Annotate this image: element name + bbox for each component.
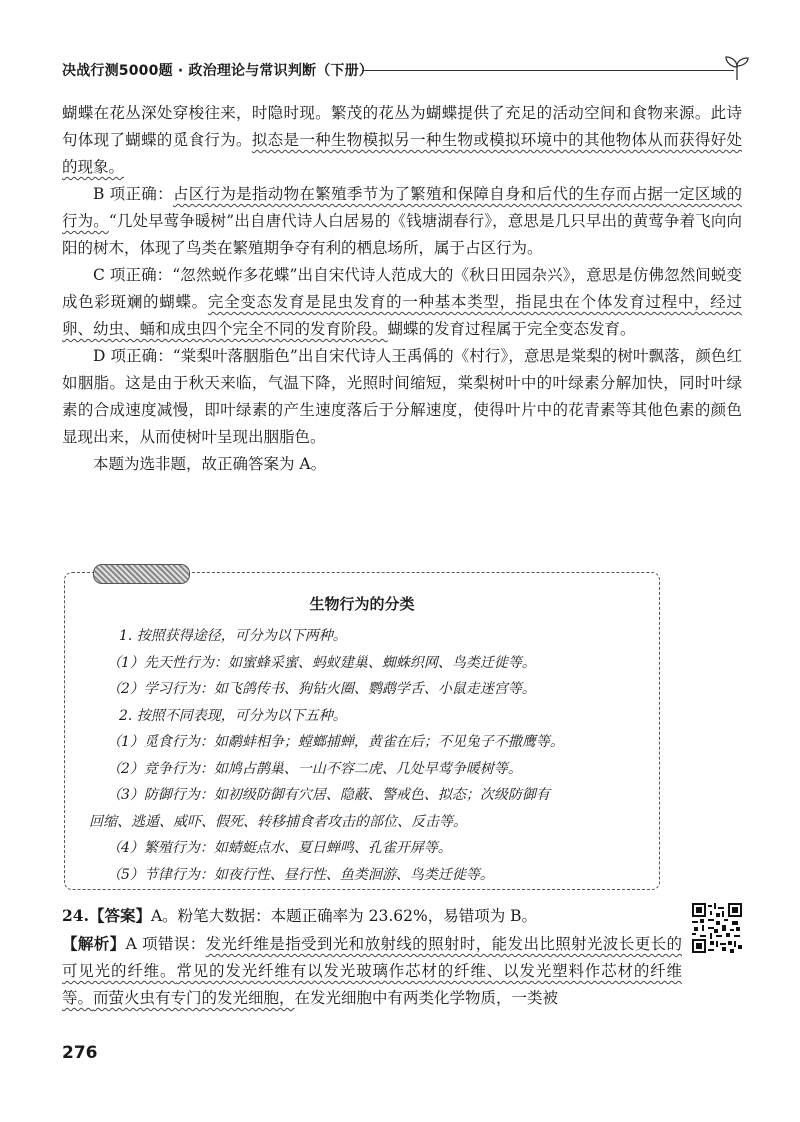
book-title: 决战行测5000题 · 政治理论与常识判断（下册）	[62, 63, 374, 79]
qr-code-icon[interactable]	[692, 903, 742, 953]
analysis-text: 在发光细胞中有两类化学物质，一类被	[294, 989, 559, 1007]
territorial-definition: 占区行为是指动物在繁殖季节为了繁殖和保障自身和后代的生存而占据一定区域的行为。	[62, 185, 742, 230]
running-header	[62, 52, 752, 82]
answer-label: 【答案】	[88, 906, 151, 925]
q24-analysis	[62, 930, 682, 1012]
knowledge-line: （1）先天性行为：如蜜蜂采蜜、蚂蚁建巢、蜘蛛织网、鸟类迁徙等。	[107, 654, 536, 671]
sprout-icon	[722, 52, 752, 82]
paragraph-d: D 项正确：“棠梨叶落胭脂色”出自宋代诗人王禹偁的《村行》，意思是棠梨的树叶飘落，颜色红如胭脂。这是由于秋天来临，气温下降，光照时间缩短，棠梨树叶中的叶绿素分解加快，同时叶绿素的合成速度减慢，即叶绿素的产生速度落后于分解速度，使得叶片中的花青素等其他色素的颜色显现出来，从而使树叶呈现出胭脂色。	[62, 347, 742, 446]
answer-text: A。粉笔大数据：本题正确率为 23.62%，易错项为 B。	[150, 907, 538, 925]
paragraph-c-conclusion: 蝴蝶的发育过程属于完全变态发育。	[387, 320, 636, 338]
knowledge-badge-icon	[93, 564, 190, 584]
knowledge-line: （1）觅食行为：如鹬蚌相争；螳螂捕蝉，黄雀在后；不见兔子不撒鹰等。	[107, 734, 564, 750]
knowledge-box-lines	[89, 623, 649, 888]
q24-answer	[62, 902, 682, 930]
question-number: 24.	[62, 906, 89, 925]
knowledge-box	[64, 572, 660, 890]
knowledge-line: （2）学习行为：如飞鸽传书、狗钻火圈、鹦鹉学舌、小鼠走迷宫等。	[107, 681, 536, 697]
header-rule	[362, 70, 734, 71]
luminous-fiber-definition: 发光纤维是指受到光和放射线的照射时，能发出比照射光波长更长的可见光的纤维。	[62, 935, 682, 980]
knowledge-line: 2. 按照不同表现，可分为以下五种。	[119, 707, 347, 724]
paragraph-a	[62, 100, 742, 181]
knowledge-line: （4）繁殖行为：如蜻蜓点水、夏日蝉鸣、孔雀开屏等。	[107, 840, 452, 856]
knowledge-box-title: 生物行为的分类	[309, 595, 415, 613]
knowledge-line: 回缩、逃遁、威吓、假死、转移捕食者攻击的部位、反击等。	[89, 813, 467, 830]
firefly-cells: 而萤火虫有专门的发光细胞，	[93, 989, 295, 1007]
paragraph-b-text: “几处早莺争暖树”出自唐代诗人白居易的《钱塘湖春行》，意思是几只早出的黄莺争着飞向向阳的树木，体现了鸟类在繁殖期争夺有利的栖息场所，属于占区行为。	[62, 212, 742, 257]
paragraph-c-text: C 项正确：“忽然蜕作多花蝶”出自宋代诗人范成大的《秋日田园杂兴》，意思是仿佛忽然间蜕变成色彩斑斓的蝴蝶。	[62, 266, 742, 311]
knowledge-line: （5）节律行为：如夜行性、昼行性、鱼类洄游、鸟类迁徙等。	[107, 866, 494, 883]
page-number: 276	[62, 1043, 98, 1063]
knowledge-line: 1. 按照获得途径，可分为以下两种。	[119, 628, 347, 644]
option-b-label: B 项正确：	[93, 185, 173, 203]
paragraph-c	[62, 262, 742, 343]
knowledge-line: （2）竞争行为：如鸠占鹊巢、一山不容二虎、几处早莺争暖树等。	[107, 760, 522, 777]
question-24	[62, 902, 682, 1012]
paragraph-b	[62, 181, 742, 262]
paragraph-a-text: 蝴蝶在花丛深处穿梭往来，时隐时现。繁茂的花丛为蝴蝶提供了充足的活动空间和食物来源。此诗句体现了蝴蝶的觅食行为。	[62, 104, 742, 149]
metamorphosis-definition: 完全变态发育是昆虫发育的一种基本类型，指昆虫在个体发育过程中，经过卵、幼虫、蛹和成虫四个完全不同的发育阶段。	[62, 293, 742, 338]
answer-explanation	[62, 100, 742, 478]
knowledge-line: （3）防御行为：如初级防御有穴居、隐蔽、警戒色、拟态；次级防御有	[107, 787, 550, 803]
analysis-label: 【解析】	[62, 934, 126, 953]
paragraph-answer: 本题为选非题，故正确答案为 A。	[93, 455, 327, 473]
mimicry-definition: 拟态是一种生物模拟另一种生物或模拟环境中的其他物体从而获得好处的现象。	[62, 131, 742, 176]
option-a-label: A 项错误：	[125, 935, 206, 953]
luminous-fiber-examples: 常见的发光纤维有以发光玻璃作芯材的纤维、以发光塑料作芯材的纤维等。	[62, 962, 682, 1007]
